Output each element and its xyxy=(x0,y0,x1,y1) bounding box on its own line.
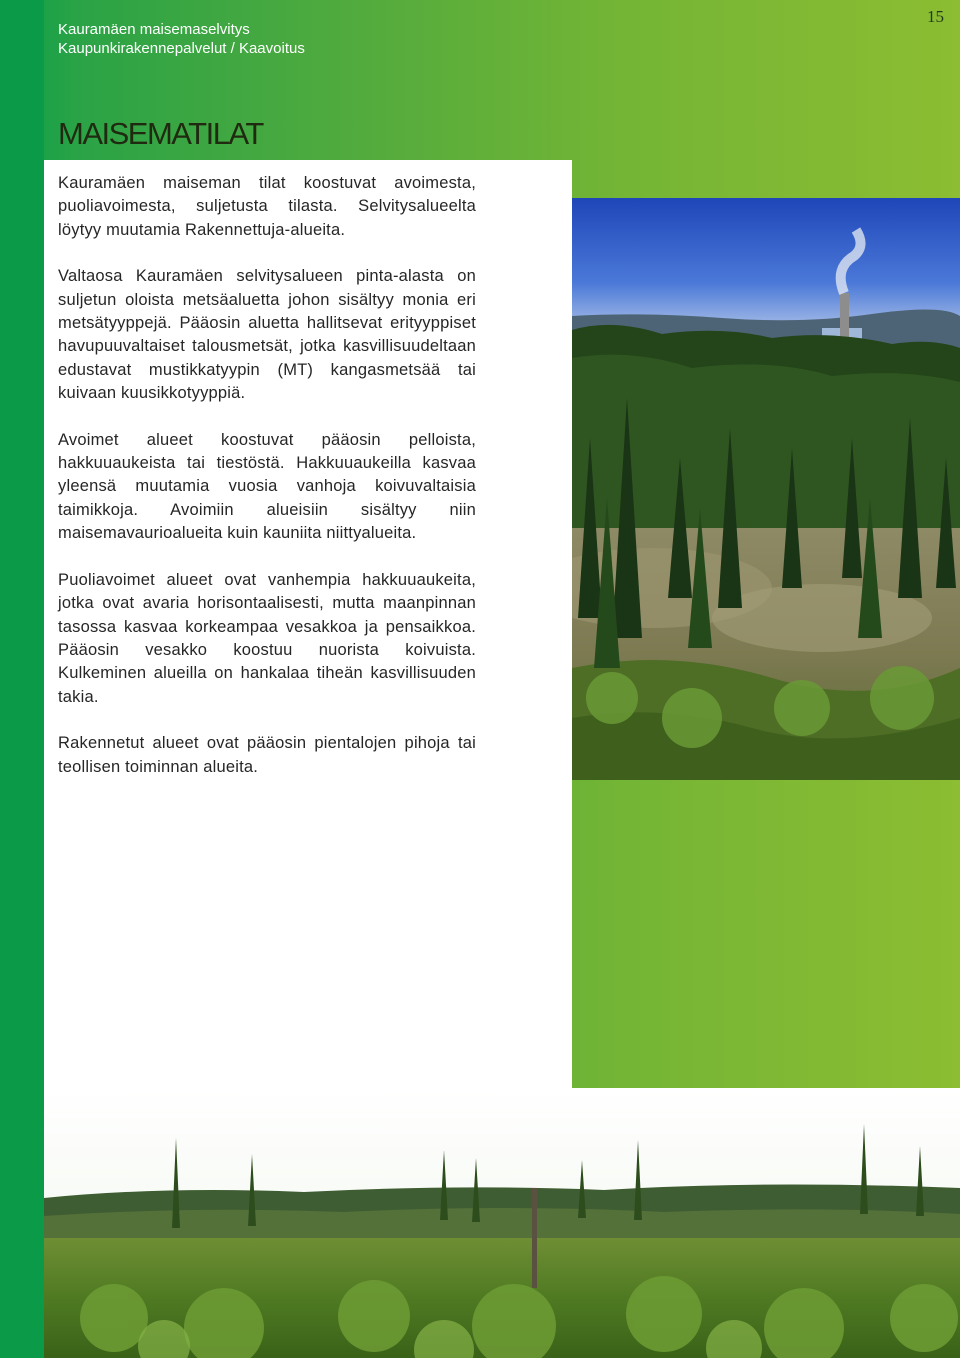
forest-clearcut-photo xyxy=(572,198,960,780)
body-text xyxy=(58,172,476,802)
treeless-landscape-photo xyxy=(44,1088,960,1358)
header-subtitle: Kaupunkirakennepalvelut / Kaavoitus xyxy=(58,40,305,57)
paragraph: Avoimet alueet koostuvat pääosin pelloista, hakkuuaukeista tai tiestöstä. Hakkuuaukeilla kasvaa yleensä muutamia vuosia vanhoja koivuvaltaisia taimikkoja. Avoimiin alueisiin sisältyy niin maisemavaurioalueita kuin kauniita niittyalueita. xyxy=(58,430,476,543)
paragraph: Kauramäen maiseman tilat koostuvat avoimesta, puoliavoimesta, suljetusta tilasta. Selvitysalueelta löytyy muutamia Rakennettuja-alueita. xyxy=(58,174,476,239)
page-number: 15 xyxy=(927,7,944,26)
header-title: Kauramäen maisemaselvitys xyxy=(58,21,250,38)
left-color-strip xyxy=(0,0,44,1358)
section-title: MAISEMATILAT xyxy=(58,116,263,151)
document-header xyxy=(58,20,305,58)
paragraph: Puoliavoimet alueet ovat vanhempia hakkuuaukeita, jotka ovat avaria horisontaalisesti, mutta maanpinnan tasossa kasvaa korkeampaa vesakkoa ja pensaikkoa. Pääosin vesakko koostuu nuorista koivuista. Kulkeminen alueilla on hankalaa tiheän kasvillisuuden takia. xyxy=(58,570,476,706)
paragraph: Valtaosa Kauramäen selvitysalueen pinta-alasta on suljetun oloista metsäaluetta johon sisältyy monia eri metsätyyppejä. Pääosin aluetta hallitsevat erityyppiset havupuuvaltaiset talousmetsät, jotka kasvillisuudeltaan edustavat mustikkatyypin (MT) kangasmetsää tai kuivaan kuusikkotyyppiä. xyxy=(58,267,476,403)
paragraph: Rakennetut alueet ovat pääosin pientalojen pihoja tai teollisen toiminnan alueita. xyxy=(58,734,476,776)
